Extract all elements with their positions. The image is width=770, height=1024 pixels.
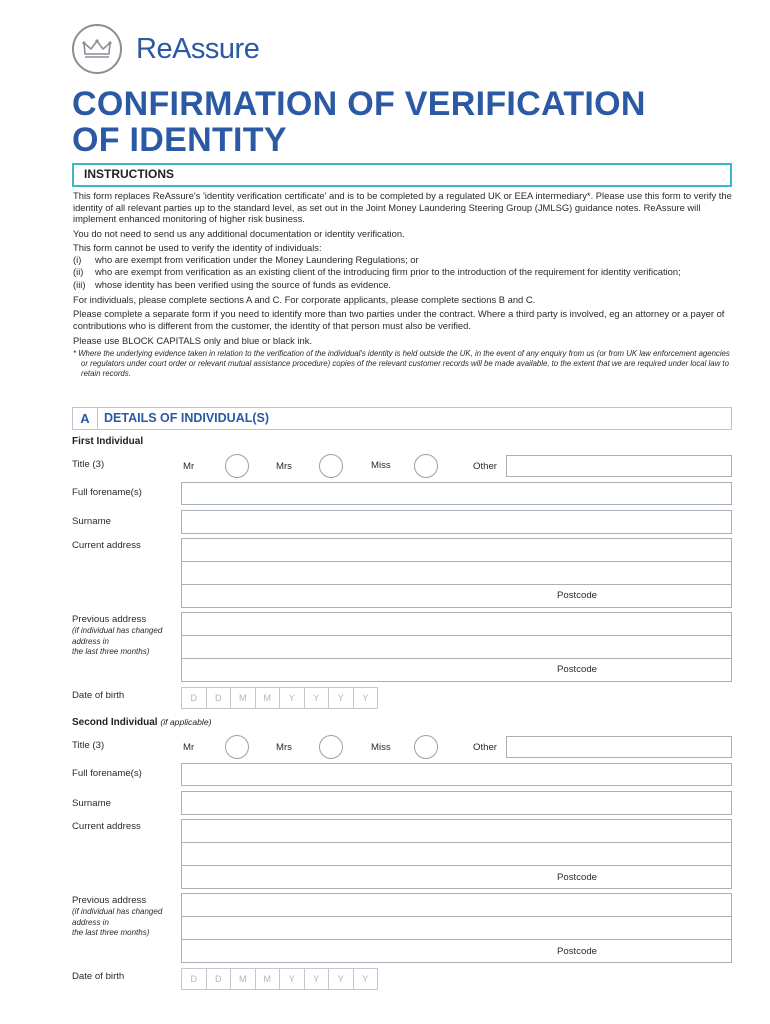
page-title-line-1: CONFIRMATION OF VERIFICATION [72, 85, 646, 123]
previous-address-text: Previous address [72, 614, 147, 625]
page-title [72, 86, 732, 158]
list-item-number: (iii) [73, 279, 86, 291]
surname-label: Surname [72, 798, 111, 809]
section-title: DETAILS OF INDIVIDUAL(S) [104, 411, 270, 425]
instructions-body [73, 190, 733, 379]
miss-radio[interactable] [414, 454, 438, 478]
second-individual-heading [72, 717, 211, 728]
current-address-line-3[interactable] [181, 584, 732, 608]
forenames-field[interactable] [181, 763, 732, 786]
other-title-field[interactable] [506, 736, 732, 758]
dob-year-digit[interactable]: Y [305, 969, 330, 989]
second-individual-note: (if applicable) [160, 717, 212, 727]
dob-month-digit[interactable]: M [231, 688, 256, 708]
section-letter: A [73, 408, 98, 429]
dob-year-digit[interactable]: Y [305, 688, 330, 708]
mrs-radio[interactable] [319, 454, 343, 478]
instructions-heading: INSTRUCTIONS [84, 167, 174, 181]
first-individual-heading: First Individual [72, 436, 144, 447]
instructions-paragraph: For individuals, please complete sections A and C. For corporate applicants, please complete sections B and C. [73, 293, 536, 305]
previous-address-text: Previous address [72, 895, 147, 906]
title-label: Title (3) [72, 740, 105, 751]
dob-day-digit[interactable]: D [182, 969, 207, 989]
previous-address-line-1[interactable] [181, 612, 732, 636]
mrs-radio[interactable] [319, 735, 343, 759]
brand-name: ReAssure [136, 32, 260, 65]
postcode-label: Postcode [557, 590, 598, 601]
note-line: address in [72, 917, 109, 927]
current-address-line-2[interactable] [181, 842, 732, 866]
surname-field[interactable] [181, 791, 732, 815]
previous-address-note [72, 626, 162, 658]
dob-day-digit[interactable]: D [182, 688, 207, 708]
instructions-paragraph: Please use BLOCK CAPITALS only and blue or black ink. [73, 334, 313, 346]
current-address-label: Current address [72, 540, 141, 551]
title-label: Title (3) [72, 459, 105, 470]
dob-year-digit[interactable]: Y [362, 693, 369, 703]
instructions-paragraph: Please complete a separate form if you need to identify more than two parties under the contract. Where a third party is involved, eg an attorney or a payer of contributions who is different from the customer, the identity of that person must also be verified. [73, 308, 725, 331]
footnote: * Where the underlying evidence taken in relation to the verification of the individual's identity is held outside the UK, in the event of any enquiry from us (or from UK law enforcement agencies or regulators under court order or relevant mutual assistance procedure) copies of the relevant customer records will be made available, to the extent that we are required under local law to retain records. [73, 349, 730, 379]
forenames-field[interactable] [181, 482, 732, 505]
instructions-header [72, 163, 732, 187]
instructions-paragraph: This form cannot be used to verify the identity of individuals: [73, 242, 322, 254]
list-item-text: whose identity has been verified using the source of funds as evidence. [95, 279, 392, 291]
mr-radio[interactable] [225, 454, 249, 478]
miss-label: Miss [371, 460, 391, 471]
mr-label: Mr [183, 461, 195, 472]
list-item-text: who are exempt from verification under the Money Laundering Regulations; or [95, 253, 419, 265]
previous-address-label [72, 895, 162, 939]
postcode-label: Postcode [557, 946, 598, 957]
other-title-field[interactable] [506, 455, 732, 477]
dob-label: Date of birth [72, 690, 125, 701]
note-line: the last three months) [72, 647, 150, 656]
instructions-paragraph: You do not need to send us any additional documentation or identity verification. [73, 227, 405, 239]
dob-field[interactable] [181, 687, 378, 709]
list-item-text: who are exempt from verification as an existing client of the introducing firm prior to the introduction of the requirement for identity verification; [95, 265, 681, 277]
current-address-line-1[interactable] [181, 819, 732, 843]
current-address-line-1[interactable] [181, 538, 732, 562]
dob-year-digit[interactable]: Y [329, 688, 354, 708]
previous-address-line-2[interactable] [181, 916, 732, 940]
dob-year-digit[interactable]: Y [280, 969, 305, 989]
crown-icon [72, 24, 122, 74]
previous-address-line-1[interactable] [181, 893, 732, 917]
dob-month-digit[interactable]: M [231, 969, 256, 989]
list-item [73, 254, 733, 266]
dob-day-digit[interactable]: D [207, 969, 232, 989]
note-line: the last three months) [72, 928, 150, 937]
dob-field[interactable] [181, 968, 378, 990]
list-item [73, 279, 733, 291]
mrs-label: Mrs [276, 742, 292, 753]
surname-field[interactable] [181, 510, 732, 534]
previous-address-label [72, 614, 162, 658]
list-item [73, 266, 733, 278]
note-line: address in [72, 636, 109, 646]
mr-radio[interactable] [225, 735, 249, 759]
dob-day-digit[interactable]: D [207, 688, 232, 708]
note-line: (if individual has changed [72, 907, 163, 916]
other-label: Other [473, 461, 497, 472]
current-address-line-2[interactable] [181, 561, 732, 585]
surname-label: Surname [72, 516, 111, 527]
list-item-number: (i) [73, 253, 82, 265]
note-line: (if individual has changed [72, 626, 163, 635]
second-individual-title: Second Individual [72, 717, 158, 728]
mr-label: Mr [183, 742, 195, 753]
instructions-paragraph: This form replaces ReAssure's 'identity verification certificate' and is to be completed by a regulated UK or EEA intermediary*. Please use this form to verify the identity of all relevant parties up to the standard level, as set out in the Joint Money Laundering Steering Group (JMLSG) guidance notes. ReAssure will implement enhanced monitoring of higher risk business. [73, 190, 732, 225]
postcode-label: Postcode [557, 664, 598, 675]
miss-label: Miss [371, 742, 391, 753]
dob-label: Date of birth [72, 971, 125, 982]
previous-address-line-3[interactable] [181, 658, 732, 682]
dob-month-digit[interactable]: M [256, 969, 281, 989]
other-label: Other [473, 742, 497, 753]
current-address-line-3[interactable] [181, 865, 732, 889]
current-address-label: Current address [72, 821, 141, 832]
dob-year-digit[interactable]: Y [362, 974, 369, 984]
dob-year-digit[interactable]: Y [280, 688, 305, 708]
previous-address-line-2[interactable] [181, 635, 732, 659]
postcode-label: Postcode [557, 872, 598, 883]
list-item-number: (ii) [73, 265, 84, 277]
logo [72, 24, 259, 74]
section-a-header [72, 407, 732, 430]
dob-month-digit[interactable]: M [256, 688, 281, 708]
forenames-label: Full forename(s) [72, 768, 142, 779]
page-title-line-2: OF IDENTITY [72, 121, 287, 159]
forenames-label: Full forename(s) [72, 487, 142, 498]
miss-radio[interactable] [414, 735, 438, 759]
dob-year-digit[interactable]: Y [329, 969, 354, 989]
previous-address-note [72, 907, 162, 939]
mrs-label: Mrs [276, 461, 292, 472]
previous-address-line-3[interactable] [181, 939, 732, 963]
